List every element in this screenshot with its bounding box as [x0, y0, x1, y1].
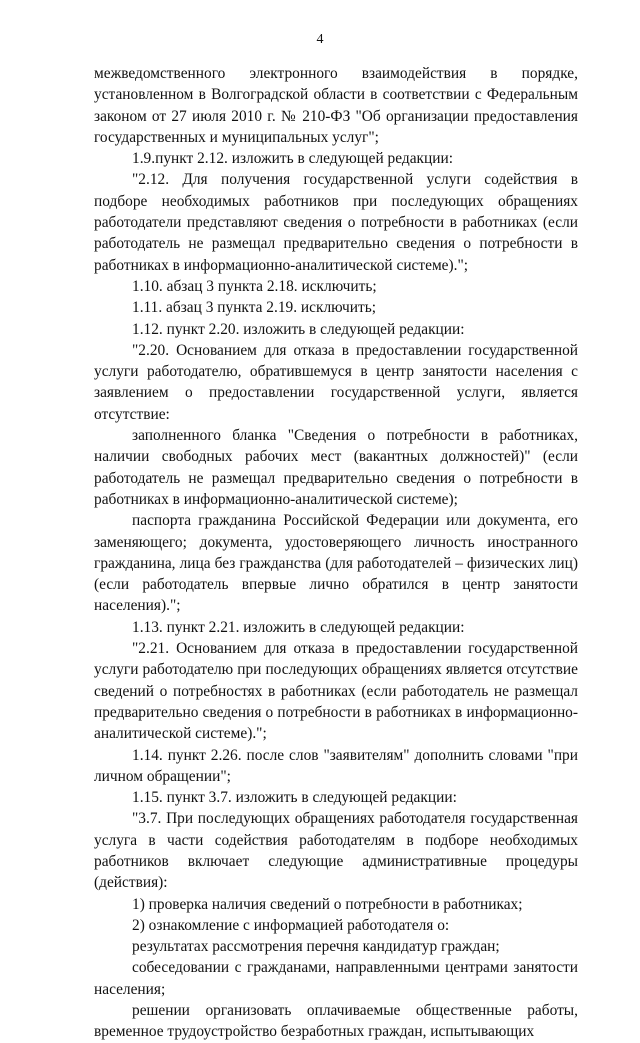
- paragraph: 1.15. пункт 3.7. изложить в следующей редакции:: [132, 789, 457, 807]
- paragraph: паспорта гражданина Российской Федерации или документа, его заменяющего; документа, удостоверяющего личность иностранного гражданина, лица без гражданства (для работодателей – физических лиц) (если работодатель впервые лично обратился в центр занятости населения).";: [94, 512, 578, 615]
- paragraph: 2) ознакомление с информацией работодателя о:: [132, 916, 450, 934]
- paragraph: "2.20. Основанием для отказа в предоставлении государственной услуги работодателю, обратившемуся в центр занятости населения с заявлением о предоставлении государственной услуги, является отсутствие:: [94, 341, 578, 423]
- paragraph: 1.12. пункт 2.20. изложить в следующей редакции:: [132, 320, 465, 338]
- paragraph: 1.13. пункт 2.21. изложить в следующей редакции:: [132, 618, 465, 636]
- paragraph: 1.11. абзац 3 пункта 2.19. исключить;: [132, 299, 377, 317]
- paragraph: межведомственного электронного взаимодействия в порядке, установленном в Волгоградской области в соответствии с Федеральным законом от 27 июля 2010 г. № 210-ФЗ "Об организации предоставления государственных и муниципальных услуг";: [94, 65, 578, 146]
- paragraph: "2.12. Для получения государственной услуги содействия в подборе необходимых работников при последующих обращениях работодатели представляют сведения о потребности в работниках (если работодатель не размещал предварительно сведения о потребности в работниках в информационно-аналитической системе).";: [94, 171, 578, 274]
- paragraph: 1.9.пункт 2.12. изложить в следующей редакции:: [132, 150, 453, 168]
- paragraph: 1.10. абзац 3 пункта 2.18. исключить;: [132, 277, 377, 295]
- paragraph: "3.7. При последующих обращениях работодателя государственная услуга в части содействия работодателям в подборе необходимых работников включает следующие административные процедуры (действия):: [94, 810, 578, 892]
- paragraph: результатах рассмотрения перечня кандидатур граждан;: [132, 938, 500, 956]
- document-body: [94, 63, 578, 1043]
- paragraph: заполненного бланка "Сведения о потребности в работниках, наличии свободных рабочих мест (вакантных должностей)" (если работодатель не размещал предварительно сведения о потребности в работниках в информационно-аналитической системе);: [94, 427, 578, 508]
- paragraph: решении организовать оплачиваемые общественные работы, временное трудоустройство безработных граждан, испытывающих: [94, 1002, 578, 1041]
- paragraph: 1.14. пункт 2.26. после слов "заявителям" дополнить словами "при личном обращении";: [94, 746, 578, 785]
- paragraph: собеседовании с гражданами, направленными центрами занятости населения;: [94, 959, 578, 998]
- paragraph: 1) проверка наличия сведений о потребности в работниках;: [132, 895, 523, 913]
- paragraph: "2.21. Основанием для отказа в предоставлении государственной услуги работодателю при последующих обращениях является отсутствие сведений о потребностях в работниках (если работодатель не размещал предварительно сведения о потребности в работниках в информационно-аналитической системе).";: [94, 640, 578, 743]
- page-number: 4: [316, 32, 324, 47]
